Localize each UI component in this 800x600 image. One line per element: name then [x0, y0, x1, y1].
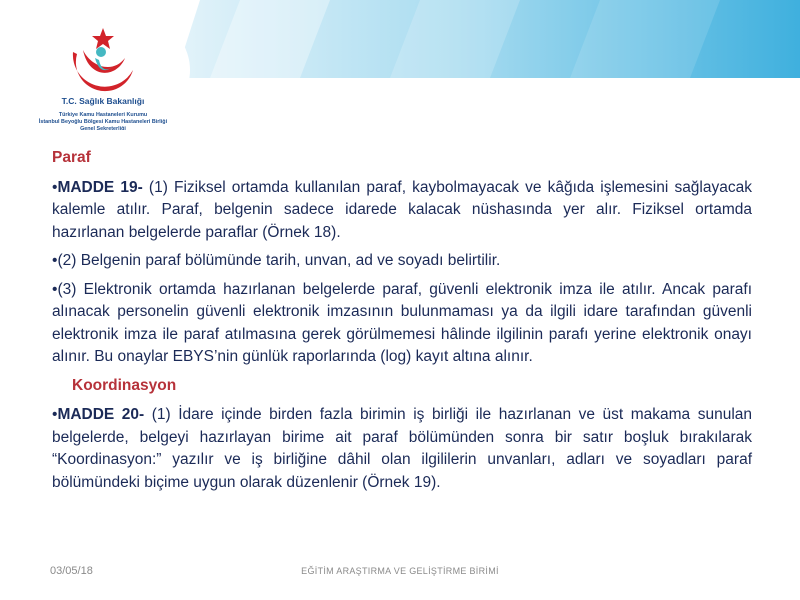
- bullet: •: [52, 280, 58, 298]
- madde-19-text: (1) Fiziksel ortamda kullanılan paraf, kaybolmayacak ve kâğıda işlemesini sağlayacak kalemle atılır. Paraf, belgenin sadece idarede kalacak nüshasında yer alır. Fiziksel ortamda hazırlanan belgelerde paraflar (Örnek 18).: [52, 178, 752, 241]
- crescent-star-logo-icon: [43, 22, 163, 97]
- org-line-1: Türkiye Kamu Hastaneleri Kurumu: [58, 112, 148, 118]
- madde-19-paragraph: [52, 177, 752, 245]
- paraf-clause-3: [52, 279, 752, 369]
- paraf-clause-2-text: (2) Belgenin paraf bölümünde tarih, unvan, ad ve soyadı belirtilir.: [57, 252, 501, 269]
- madde-20-paragraph: [52, 404, 752, 494]
- ministry-name: T.C. Sağlık Bakanlığı: [61, 96, 145, 106]
- org-line-3: Genel Sekreterliği: [80, 126, 126, 130]
- madde-19-label: MADDE 19-: [57, 178, 143, 196]
- header-band: [0, 0, 800, 130]
- org-line-2: İstanbul Beyoğlu Bölgesi Kamu Hastaneleri Birliği: [38, 119, 168, 125]
- footer-date: 03/05/18: [50, 565, 93, 577]
- ministry-logo: [18, 22, 188, 130]
- bullet: •: [52, 178, 58, 196]
- paraf-clause-2: [52, 250, 752, 273]
- footer-organization: EĞİTİM ARAŞTIRMA VE GELİŞTİRME BİRİMİ: [301, 566, 499, 576]
- slide-content: [52, 147, 752, 500]
- madde-20-text: (1) İdare içinde birden fazla birimin iş birliği ile hazırlanan ve üst makama sunulan belgelerde, belgeyi hazırlayan birime ait paraf bölümünden sonra bir satır boşluk bırakılarak “Koordinasyon:” yazılır ve iş birliğine dâhil olan ilgililerin unvanları, adları ve soyadları paraf bölümündeki biçime uygun olarak düzenlenir (Örnek 19).: [52, 406, 752, 491]
- madde-20-label: MADDE 20-: [57, 406, 145, 423]
- bullet: •: [52, 406, 58, 423]
- heading-paraf: Paraf: [52, 149, 91, 166]
- heading-koordinasyon: Koordinasyon: [72, 376, 177, 394]
- paraf-clause-3-text: (3) Elektronik ortamda hazırlanan belgelerde paraf, güvenli elektronik imza ile atılır. Ancak parafı alınacak personelin güvenli elektronik imzasının bulunmaması ya da ilgili idare tarafından güvenli elektronik imza ile paraf atılmasına gerek görülmemesi hâlinde ilgilinin parafı yerine elektronik onayı alınır. Bu onaylar EBYS’nin günlük raporlarında (log) kayıt altına alınır.: [52, 280, 752, 365]
- bullet: •: [52, 252, 58, 269]
